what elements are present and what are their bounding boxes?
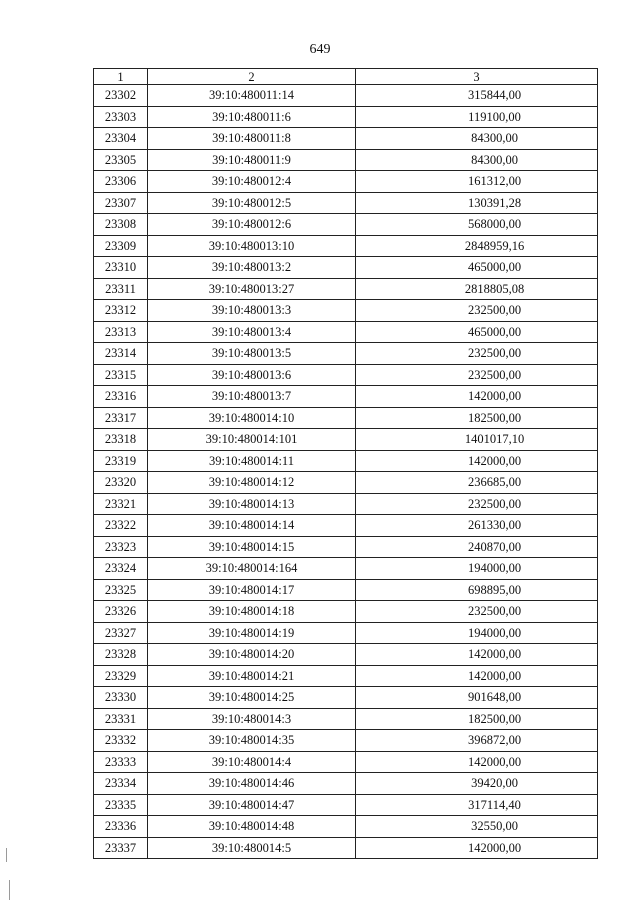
cadastral-number-cell: 39:10:480014:10: [148, 407, 356, 429]
value-cell: 142000,00: [356, 665, 598, 687]
row-number-cell: 23312: [94, 300, 148, 322]
value-cell: 240870,00: [356, 536, 598, 558]
table-row: [94, 751, 598, 773]
table-row: [94, 644, 598, 666]
row-number-cell: 23307: [94, 192, 148, 214]
cadastral-number-cell: 39:10:480014:15: [148, 536, 356, 558]
cadastral-number-cell: 39:10:480011:6: [148, 106, 356, 128]
cadastral-number-cell: 39:10:480014:101: [148, 429, 356, 451]
row-number-cell: 23325: [94, 579, 148, 601]
value-cell: 232500,00: [356, 343, 598, 365]
row-number-cell: 23337: [94, 837, 148, 859]
table-row: [94, 149, 598, 171]
value-cell: 236685,00: [356, 472, 598, 494]
value-cell: 2848959,16: [356, 235, 598, 257]
table-row: [94, 235, 598, 257]
value-cell: 232500,00: [356, 300, 598, 322]
column-header-3: 3: [356, 69, 598, 85]
value-cell: 142000,00: [356, 450, 598, 472]
cadastral-number-cell: 39:10:480014:14: [148, 515, 356, 537]
cadastral-number-cell: 39:10:480014:19: [148, 622, 356, 644]
cadastral-number-cell: 39:10:480012:5: [148, 192, 356, 214]
value-cell: 232500,00: [356, 364, 598, 386]
value-cell: 142000,00: [356, 837, 598, 859]
table-row: [94, 386, 598, 408]
cadastral-number-cell: 39:10:480014:35: [148, 730, 356, 752]
value-cell: 84300,00: [356, 128, 598, 150]
cadastral-number-cell: 39:10:480014:21: [148, 665, 356, 687]
table-row: [94, 321, 598, 343]
value-cell: 1401017,10: [356, 429, 598, 451]
row-number-cell: 23308: [94, 214, 148, 236]
table-row: [94, 278, 598, 300]
row-number-cell: 23324: [94, 558, 148, 580]
cadastral-number-cell: 39:10:480014:46: [148, 773, 356, 795]
table-row: [94, 794, 598, 816]
cadastral-number-cell: 39:10:480013:27: [148, 278, 356, 300]
page-number: 649: [309, 42, 331, 57]
table-row: [94, 300, 598, 322]
cadastral-number-cell: 39:10:480014:47: [148, 794, 356, 816]
column-header-1: 1: [94, 69, 148, 85]
row-number-cell: 23321: [94, 493, 148, 515]
cadastral-number-cell: 39:10:480014:164: [148, 558, 356, 580]
table-row: [94, 601, 598, 623]
table-row: [94, 837, 598, 859]
table-row: [94, 343, 598, 365]
value-cell: 84300,00: [356, 149, 598, 171]
value-cell: 39420,00: [356, 773, 598, 795]
row-number-cell: 23306: [94, 171, 148, 193]
cadastral-number-cell: 39:10:480011:8: [148, 128, 356, 150]
cadastral-number-cell: 39:10:480013:6: [148, 364, 356, 386]
table-row: [94, 515, 598, 537]
cadastral-number-cell: 39:10:480014:17: [148, 579, 356, 601]
value-cell: 194000,00: [356, 558, 598, 580]
value-cell: 142000,00: [356, 751, 598, 773]
cadastral-number-cell: 39:10:480013:7: [148, 386, 356, 408]
table-row: [94, 687, 598, 709]
row-number-cell: 23305: [94, 149, 148, 171]
cadastral-number-cell: 39:10:480014:3: [148, 708, 356, 730]
value-cell: 901648,00: [356, 687, 598, 709]
value-cell: 465000,00: [356, 257, 598, 279]
scan-mark: [6, 848, 7, 862]
value-cell: 232500,00: [356, 493, 598, 515]
table-row: [94, 214, 598, 236]
cadastral-number-cell: 39:10:480014:13: [148, 493, 356, 515]
table-row: [94, 730, 598, 752]
row-number-cell: 23315: [94, 364, 148, 386]
table-row: [94, 622, 598, 644]
table-row: [94, 773, 598, 795]
cadastral-number-cell: 39:10:480013:10: [148, 235, 356, 257]
table-row: [94, 493, 598, 515]
value-cell: 698895,00: [356, 579, 598, 601]
table-row: [94, 472, 598, 494]
row-number-cell: 23304: [94, 128, 148, 150]
row-number-cell: 23311: [94, 278, 148, 300]
value-cell: 142000,00: [356, 644, 598, 666]
cadastral-number-cell: 39:10:480014:18: [148, 601, 356, 623]
cadastral-number-cell: 39:10:480014:5: [148, 837, 356, 859]
table-row: [94, 257, 598, 279]
value-cell: 568000,00: [356, 214, 598, 236]
table-header: [94, 69, 598, 85]
cadastral-number-cell: 39:10:480014:20: [148, 644, 356, 666]
table-row: [94, 407, 598, 429]
row-number-cell: 23327: [94, 622, 148, 644]
row-number-cell: 23336: [94, 816, 148, 838]
header-row: [94, 69, 598, 85]
row-number-cell: 23317: [94, 407, 148, 429]
table-row: [94, 171, 598, 193]
value-cell: 396872,00: [356, 730, 598, 752]
row-number-cell: 23303: [94, 106, 148, 128]
row-number-cell: 23329: [94, 665, 148, 687]
value-cell: 465000,00: [356, 321, 598, 343]
row-number-cell: 23316: [94, 386, 148, 408]
table-row: [94, 364, 598, 386]
value-cell: 182500,00: [356, 708, 598, 730]
value-cell: 142000,00: [356, 386, 598, 408]
cadastral-number-cell: 39:10:480011:9: [148, 149, 356, 171]
row-number-cell: 23309: [94, 235, 148, 257]
cadastral-number-cell: 39:10:480013:2: [148, 257, 356, 279]
cadastral-number-cell: 39:10:480014:25: [148, 687, 356, 709]
cadastral-number-cell: 39:10:480014:4: [148, 751, 356, 773]
cadastral-number-cell: 39:10:480014:48: [148, 816, 356, 838]
row-number-cell: 23331: [94, 708, 148, 730]
table-row: [94, 106, 598, 128]
row-number-cell: 23326: [94, 601, 148, 623]
row-number-cell: 23330: [94, 687, 148, 709]
value-cell: 130391,28: [356, 192, 598, 214]
cadastral-number-cell: 39:10:480013:4: [148, 321, 356, 343]
cadastral-number-cell: 39:10:480011:14: [148, 85, 356, 107]
row-number-cell: 23314: [94, 343, 148, 365]
table-row: [94, 558, 598, 580]
value-cell: 232500,00: [356, 601, 598, 623]
row-number-cell: 23302: [94, 85, 148, 107]
table-row: [94, 128, 598, 150]
value-cell: 194000,00: [356, 622, 598, 644]
row-number-cell: 23334: [94, 773, 148, 795]
row-number-cell: 23335: [94, 794, 148, 816]
row-number-cell: 23328: [94, 644, 148, 666]
table-body: [94, 85, 598, 859]
row-number-cell: 23313: [94, 321, 148, 343]
value-cell: 261330,00: [356, 515, 598, 537]
row-number-cell: 23323: [94, 536, 148, 558]
table-row: [94, 579, 598, 601]
table-row: [94, 536, 598, 558]
cadastral-number-cell: 39:10:480014:11: [148, 450, 356, 472]
value-cell: 2818805,08: [356, 278, 598, 300]
value-cell: 32550,00: [356, 816, 598, 838]
row-number-cell: 23318: [94, 429, 148, 451]
row-number-cell: 23333: [94, 751, 148, 773]
cadastral-number-cell: 39:10:480012:4: [148, 171, 356, 193]
column-header-2: 2: [148, 69, 356, 85]
table-row: [94, 429, 598, 451]
value-cell: 315844,00: [356, 85, 598, 107]
table-row: [94, 708, 598, 730]
table-row: [94, 665, 598, 687]
table-row: [94, 85, 598, 107]
value-cell: 119100,00: [356, 106, 598, 128]
row-number-cell: 23310: [94, 257, 148, 279]
registry-table: [93, 68, 598, 859]
table-row: [94, 816, 598, 838]
value-cell: 161312,00: [356, 171, 598, 193]
row-number-cell: 23319: [94, 450, 148, 472]
cadastral-number-cell: 39:10:480013:5: [148, 343, 356, 365]
row-number-cell: 23320: [94, 472, 148, 494]
scan-mark: [9, 880, 10, 900]
cadastral-number-cell: 39:10:480014:12: [148, 472, 356, 494]
row-number-cell: 23322: [94, 515, 148, 537]
row-number-cell: 23332: [94, 730, 148, 752]
cadastral-number-cell: 39:10:480013:3: [148, 300, 356, 322]
cadastral-number-cell: 39:10:480012:6: [148, 214, 356, 236]
value-cell: 182500,00: [356, 407, 598, 429]
value-cell: 317114,40: [356, 794, 598, 816]
table-row: [94, 192, 598, 214]
table-row: [94, 450, 598, 472]
